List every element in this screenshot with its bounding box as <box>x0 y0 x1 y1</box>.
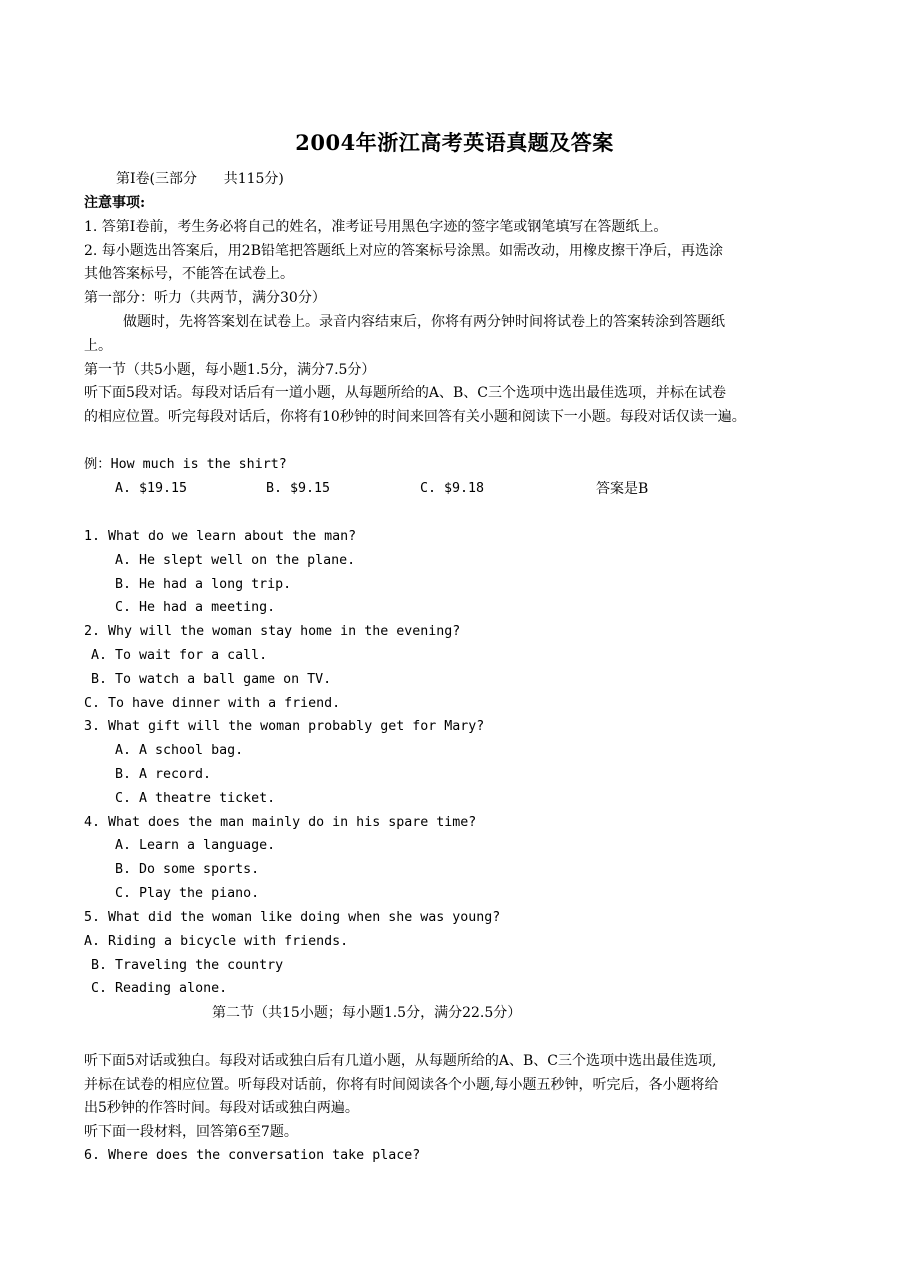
question-3: 3. What gift will the woman probably get for Mary? <box>84 719 485 734</box>
section2-material-note: 听下面一段材料，回答第6至7题。 <box>84 1124 298 1140</box>
part1-instructions-cont: 上。 <box>84 338 112 354</box>
question-4: 4. What does the man mainly do in his spare time? <box>84 815 477 830</box>
section1-title: 第一节（共5小题，每小题1.5分，满分7.5分） <box>84 362 376 378</box>
question-2-option-b: B. To watch a ball game on TV. <box>91 672 332 687</box>
question-4-option-b: B. Do some sports. <box>115 862 260 877</box>
question-3-option-b: B. A record. <box>115 767 212 782</box>
part1-title: 第一部分：听力（共两节，满分30分） <box>84 290 326 306</box>
question-3-option-c: C. A theatre ticket. <box>115 791 276 806</box>
question-1-option-c: C. He had a meeting. <box>115 600 276 615</box>
question-5-option-b: B. Traveling the country <box>91 958 284 973</box>
example-question: 例：How much is the shirt? <box>84 457 287 472</box>
notice-item-2: 2. 每小题选出答案后，用2B铅笔把答题纸上对应的答案标号涂黑。如需改动，用橡皮擦干净后，再选涂 <box>84 243 724 259</box>
question-2-option-a: A. To wait for a call. <box>91 648 268 663</box>
question-2-option-c: C. To have dinner with a friend. <box>84 696 341 711</box>
question-1-option-a: A. He slept well on the plane. <box>115 553 356 568</box>
question-5-option-a: A. Riding a bicycle with friends. <box>84 934 349 949</box>
page-title: 2004年浙江高考英语真题及答案 <box>295 130 614 155</box>
question-5-option-c: C. Reading alone. <box>91 981 228 996</box>
section2-instructions-cont-1: 并标在试卷的相应位置。听每段对话前，你将有时间阅读各个小题,每小题五秒钟，听完后，各小题将给 <box>84 1077 719 1093</box>
notice-title: 注意事项: <box>84 195 146 211</box>
section2-title: 第二节（共15小题；每小题1.5分，满分22.5分） <box>212 1005 522 1021</box>
example-option-b: B. $9.15 <box>266 481 331 496</box>
example-option-a: A. $19.15 <box>115 481 188 496</box>
question-1: 1. What do we learn about the man? <box>84 529 357 544</box>
example-answer: 答案是B <box>596 481 649 497</box>
section2-instructions-cont-2: 出5秒钟的作答时间。每段对话或独白两遍。 <box>84 1100 359 1116</box>
paper-header-line: 第Ⅰ卷(三部分 共115分) <box>116 171 284 187</box>
section1-instructions-cont: 的相应位置。听完每段对话后，你将有10秒钟的时间来回答有关小题和阅读下一小题。每段对话仅读一遍。 <box>84 409 746 425</box>
notice-item-1: 1. 答第Ⅰ卷前，考生务必将自己的姓名，准考证号用黑色字迹的签字笔或钢笔填写在答题纸上。 <box>84 219 668 235</box>
section1-instructions: 听下面5段对话。每段对话后有一道小题，从每题所给的A、B、C三个选项中选出最佳选项，并标在试卷 <box>84 385 727 401</box>
example-option-c: C. $9.18 <box>420 481 485 496</box>
question-3-option-a: A. A school bag. <box>115 743 244 758</box>
question-4-option-a: A. Learn a language. <box>115 838 276 853</box>
question-1-option-b: B. He had a long trip. <box>115 577 292 592</box>
question-4-option-c: C. Play the piano. <box>115 886 260 901</box>
question-5: 5. What did the woman like doing when she was young? <box>84 910 501 925</box>
notice-item-2-cont: 其他答案标号，不能答在试卷上。 <box>84 266 294 282</box>
question-2: 2. Why will the woman stay home in the evening? <box>84 624 461 639</box>
section2-instructions: 听下面5对话或独白。每段对话或独白后有几道小题，从每题所给的A、B、C三个选项中选出最佳选项, <box>84 1053 717 1069</box>
part1-instructions: 做题时，先将答案划在试卷上。录音内容结束后，你将有两分钟时间将试卷上的答案转涂到答题纸 <box>123 314 725 330</box>
question-6: 6. Where does the conversation take place? <box>84 1148 421 1163</box>
